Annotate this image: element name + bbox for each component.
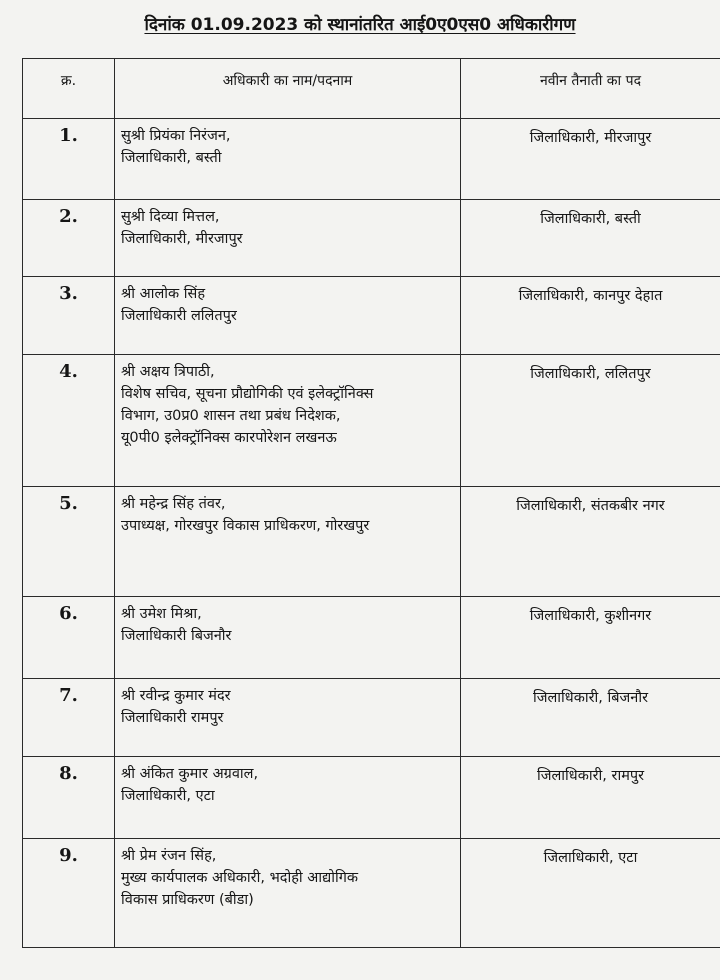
table-row [23,277,720,355]
officer-line: श्री उमेश मिश्रा, [121,606,202,622]
new-posting: जिलाधिकारी, बिजनौर [461,679,720,757]
officer-name-designation [115,597,461,679]
serial-number: 6. [23,597,115,679]
officer-name-designation [115,355,461,487]
serial-number: 2. [23,200,115,277]
officer-line: यू0पी0 इलेक्ट्रॉनिक्स कारपोरेशन लखनऊ [121,430,337,446]
officer-line: सुश्री प्रियंका निरंजन, [121,128,231,144]
officer-line: श्री प्रेम रंजन सिंह, [121,848,217,864]
new-posting: जिलाधिकारी, बस्ती [461,200,720,277]
officer-line: जिलाधिकारी, एटा [121,788,215,804]
document-title-text: दिनांक 01.09.2023 को स्थानांतरित आई0ए0एस0 अधिकारीगण [144,15,576,35]
table-row [23,757,720,839]
table-row [23,597,720,679]
officer-name-designation [115,487,461,597]
officer-name-designation [115,119,461,200]
document-title [0,12,720,35]
officer-line: जिलाधिकारी बिजनौर [121,628,232,644]
table-header-row [23,59,720,119]
officer-line: उपाध्यक्ष, गोरखपुर विकास प्राधिकरण, गोरखपुर [121,518,370,534]
officer-line: विभाग, उ0प्र0 शासन तथा प्रबंध निदेशक, [121,408,341,424]
officer-line: श्री अक्षय त्रिपाठी, [121,364,215,380]
header-new-posting: नवीन तैनाती का पद [461,59,720,119]
serial-number: 8. [23,757,115,839]
table-row [23,200,720,277]
new-posting: जिलाधिकारी, कानपुर देहात [461,277,720,355]
new-posting: जिलाधिकारी, कुशीनगर [461,597,720,679]
officer-name-designation [115,839,461,948]
officer-line: जिलाधिकारी ललितपुर [121,308,237,324]
table-row [23,119,720,200]
officer-line: श्री आलोक सिंह [121,286,206,302]
officer-line: जिलाधिकारी रामपुर [121,710,224,726]
officer-line: जिलाधिकारी, मीरजापुर [121,231,243,247]
table-row [23,487,720,597]
officer-name-designation [115,757,461,839]
new-posting: जिलाधिकारी, एटा [461,839,720,948]
header-officer-name: अधिकारी का नाम/पदनाम [115,59,461,119]
new-posting: जिलाधिकारी, ललितपुर [461,355,720,487]
table-row [23,679,720,757]
table-row [23,355,720,487]
transfer-table [22,58,720,948]
serial-number: 9. [23,839,115,948]
officer-line: श्री अंकित कुमार अग्रवाल, [121,766,259,782]
header-serial: क्र. [23,59,115,119]
serial-number: 1. [23,119,115,200]
officer-name-designation [115,200,461,277]
officer-line: मुख्य कार्यपालक अधिकारी, भदोही आद्योगिक [121,870,359,886]
officer-line: विकास प्राधिकरण (बीडा) [121,892,254,908]
officer-line: जिलाधिकारी, बस्ती [121,150,222,166]
serial-number: 7. [23,679,115,757]
serial-number: 5. [23,487,115,597]
officer-name-designation [115,277,461,355]
officer-name-designation [115,679,461,757]
new-posting: जिलाधिकारी, संतकबीर नगर [461,487,720,597]
officer-line: सुश्री दिव्या मित्तल, [121,209,220,225]
new-posting: जिलाधिकारी, रामपुर [461,757,720,839]
officer-line: श्री रवीन्द्र कुमार मंदर [121,688,231,704]
table-row [23,839,720,948]
serial-number: 3. [23,277,115,355]
new-posting: जिलाधिकारी, मीरजापुर [461,119,720,200]
officer-line: विशेष सचिव, सूचना प्रौद्योगिकी एवं इलेक्ट्रॉनिक्स [121,386,374,402]
officer-line: श्री महेन्द्र सिंह तंवर, [121,496,226,512]
serial-number: 4. [23,355,115,487]
